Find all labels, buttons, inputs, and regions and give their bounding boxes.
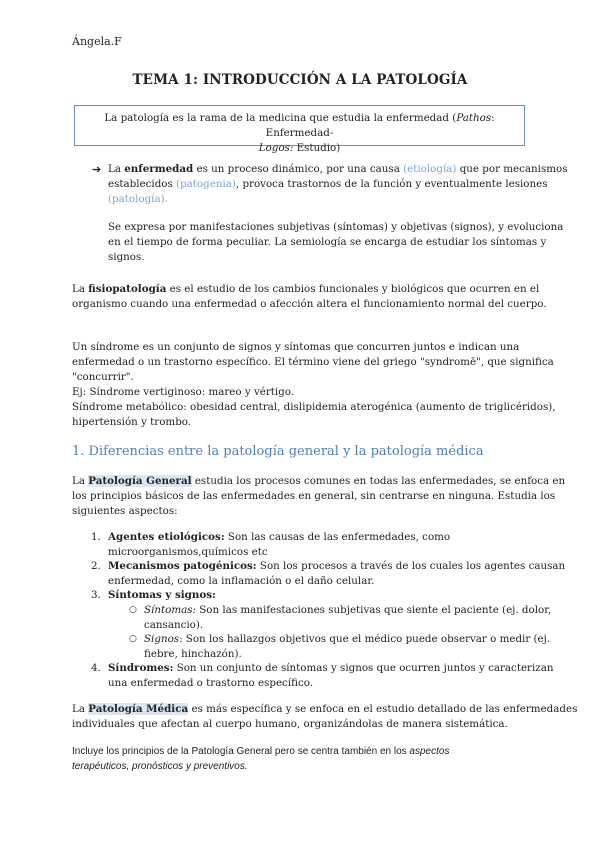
page-title: TEMA 1: INTRODUCCIÓN A LA PATOLOGÍA (132, 72, 468, 88)
list-item (108, 661, 553, 691)
text: organismo cuando una enfermedad o afección altera el funcionamiento normal del cuerpo. (72, 298, 547, 310)
text: estudia los procesos comunes en todas las enfermedades, se enfoca en (191, 475, 566, 487)
list-number: 4. (91, 662, 101, 674)
logos-term: Logos: (258, 142, 294, 154)
patologia-medica-highlight: Patología Médica (88, 703, 189, 715)
text: signos. (108, 251, 145, 263)
text: es más específica y se enfoca en el estudio detallado de las enfermedades (188, 703, 578, 715)
author-name: Ángela.F (72, 35, 122, 48)
pathos-term: Pathos (456, 112, 492, 124)
sub-list-item (144, 632, 550, 662)
patologia-medica-paragraph (72, 702, 577, 732)
text: La (72, 283, 89, 295)
patologia-general-paragraph (72, 474, 565, 519)
circle-bullet-icon: ○ (129, 634, 137, 644)
definition-text: Estudio) (293, 142, 341, 154)
text: enfermedad, como la inflamación o el daño celular. (108, 575, 375, 587)
text: , provoca trastornos de la función y eventualmente lesiones (235, 178, 548, 190)
text: individuales que afectan al cuerpo humano, organizándolas de manera sistemática. (72, 718, 508, 730)
list-number: 3. (91, 589, 101, 601)
text: cansancio). (144, 619, 204, 631)
list-item-term: Síndromes: (108, 662, 174, 674)
text: Síndrome metabólico: obesidad central, dislipidemia aterogénica (aumento de triglicéridos), (72, 401, 556, 413)
text: Son los procesos a través de los cuales los agentes causan (256, 560, 566, 572)
semiologia-paragraph (108, 220, 563, 265)
signos-term: Signos (144, 633, 180, 645)
arrow-bullet-icon: ➔ (92, 163, 102, 176)
enfermedad-term: enfermedad (124, 163, 194, 175)
text: Un síndrome es un conjunto de signos y síntomas que concurren juntos e indican una (72, 341, 520, 353)
text: es un proceso dinámico, por una causa (193, 163, 404, 175)
section-heading: 1. Diferencias entre la patología general y la patología médica (72, 444, 484, 459)
incluye-paragraph (72, 744, 449, 774)
text: La (72, 703, 89, 715)
text: fiebre, hinchazón). (144, 648, 242, 660)
text: establecidos (108, 178, 177, 190)
list-item-term: Síntomas y signos: (108, 589, 216, 601)
etiologia-term: (etiología) (403, 163, 457, 175)
text: es el estudio de los cambios funcionales y biológicos que ocurren en el (166, 283, 540, 295)
sintomas-term: Síntomas: (144, 604, 196, 616)
text: hipertensión y trombo. (72, 416, 192, 428)
text: Incluye los principios de la Patología General pero se centra también en los (72, 746, 410, 757)
patologia-general-highlight: Patología General (88, 475, 192, 487)
definition-text: La patología es la rama de la medicina que estudia la enfermedad ( (104, 112, 457, 124)
aspectos-term: aspectos (409, 746, 450, 757)
circle-bullet-icon: ○ (129, 605, 137, 615)
list-item-term: Agentes etiológicos: (108, 531, 225, 543)
text: siguientes aspectos: (72, 505, 178, 517)
patogenia-term: (patogenia) (176, 178, 236, 190)
definition-box (74, 105, 525, 154)
text: La (108, 163, 125, 175)
text: microorganismos,químicos etc (108, 546, 268, 558)
text: "concurrir". (72, 371, 134, 383)
fisiopatologia-paragraph (72, 282, 547, 312)
list-item (108, 588, 216, 603)
list-item (108, 530, 450, 560)
enfermedad-paragraph (108, 162, 568, 207)
text: los principios básicos de las enfermedades en general, sin centrarse en ninguna. Estudia los (72, 490, 556, 502)
text: que por mecanismos (456, 163, 568, 175)
fisiopatologia-term: fisiopatología (88, 283, 167, 295)
text: enfermedad o un trastorno específico. El término viene del griego "syndromē", que significa (72, 356, 554, 368)
text: en el tiempo de forma peculiar. La semiología se encarga de estudiar los síntomas y (108, 236, 547, 248)
text: Son las causas de las enfermedades, como (224, 531, 451, 543)
text: La (72, 475, 89, 487)
patologia-term: (patología). (108, 193, 168, 205)
text: Ej: Síndrome vertiginoso: mareo y vértigo. (72, 386, 295, 398)
definition-text: : Enfermedad- (265, 112, 495, 139)
text: Son las manifestaciones subjetivas que siente el paciente (ej. dolor, (195, 604, 552, 616)
list-number: 1. (91, 531, 101, 543)
aspectos-term: terapéuticos, pronósticos y preventivos. (72, 761, 248, 772)
sindrome-paragraph (72, 340, 556, 430)
list-number: 2. (91, 560, 101, 572)
text: una enfermedad o trastorno específico. (108, 677, 314, 689)
list-item (108, 559, 565, 589)
text: Se expresa por manifestaciones subjetivas (síntomas) y objetivas (signos), y evoluciona (108, 221, 564, 233)
sub-list-item (144, 603, 551, 633)
text: : Son los hallazgos objetivos que el médico puede observar o medir (ej. (179, 633, 551, 645)
text: Son un conjunto de síntomas y signos que ocurren juntos y caracterizan (173, 662, 554, 674)
list-item-term: Mecanismos patogénicos: (108, 560, 257, 572)
